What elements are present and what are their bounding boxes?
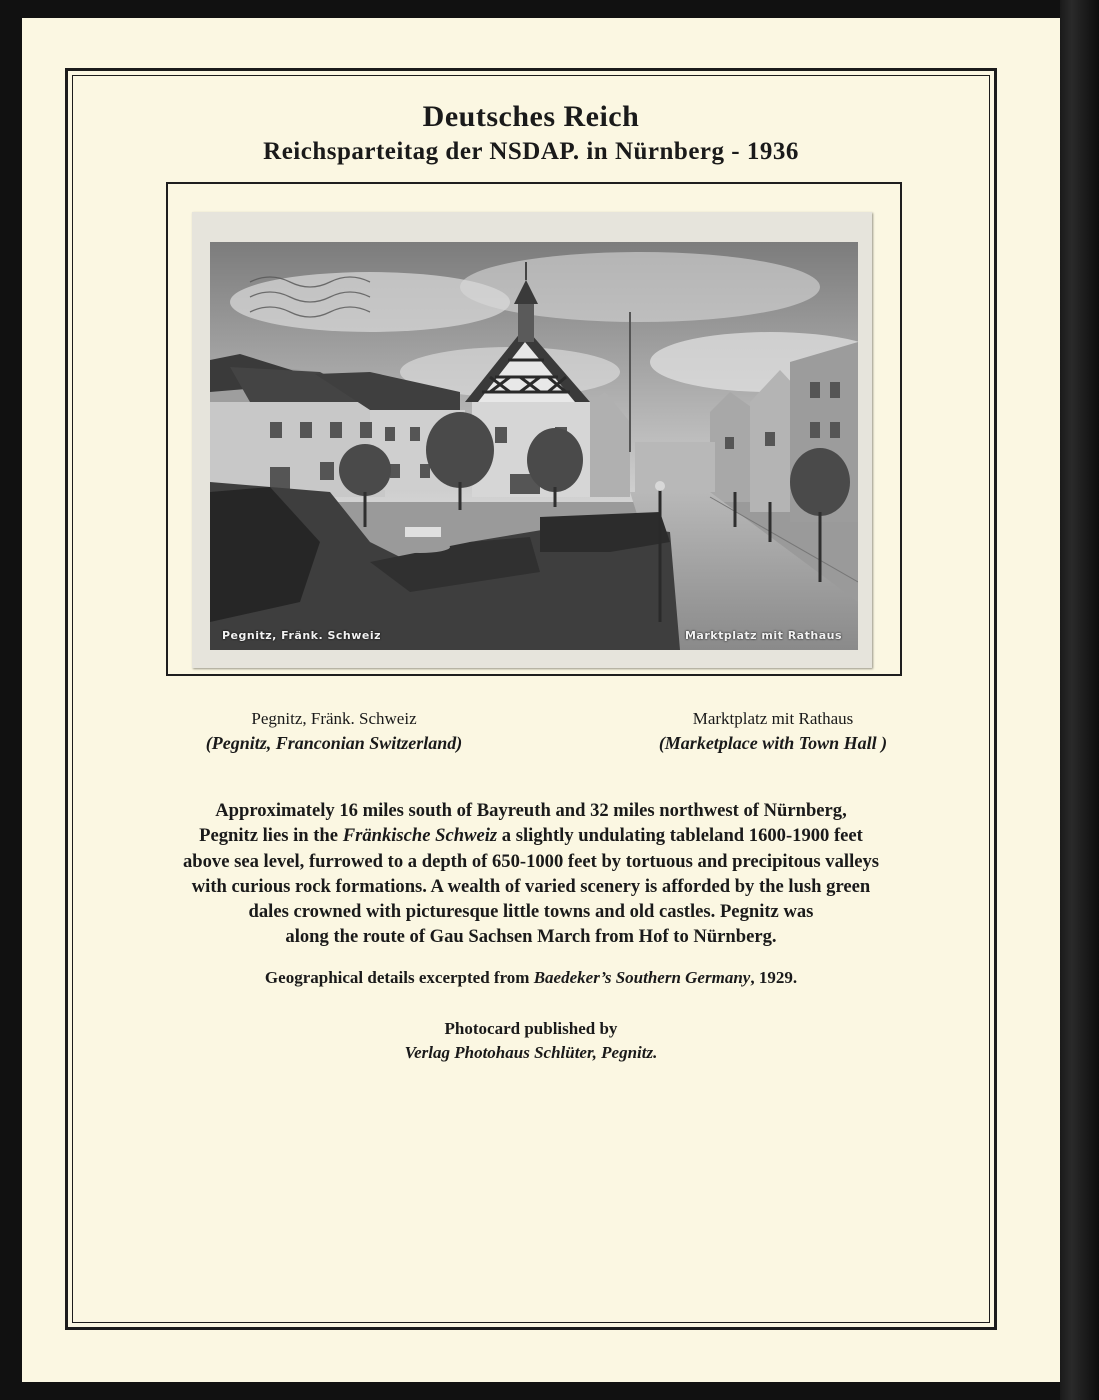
description-paragraph — [140, 798, 922, 950]
page-title: Deutsches Reich — [422, 100, 640, 133]
photo-caption-subject: Marktplatz mit Rathaus — [684, 629, 842, 642]
region-name: Fränkische Schweiz — [342, 825, 498, 847]
citation-text: Geographical details excerpted from — [264, 968, 534, 987]
photo-caption-place: Pegnitz, Fränk. Schweiz — [222, 629, 382, 642]
description-line: Approximately 16 miles south of Bayreuth and 32 miles northwest of Nürnberg, — [215, 800, 847, 821]
book-title: Baedeker’s Southern Germany — [533, 968, 751, 987]
caption-right — [628, 706, 918, 756]
postcard — [192, 212, 872, 668]
description-line: along the route of Gau Sachsen March from Hof to Nürnberg. — [285, 926, 777, 948]
caption-left-english: (Pegnitz, Franconian Switzerland) — [205, 733, 463, 753]
description-line: above sea level, furrowed to a depth of 650-1000 feet by tortuous and precipitous valleys — [182, 850, 880, 872]
citation-year: , 1929. — [750, 968, 798, 987]
publisher-name: Verlag Photohaus Schlüter, Pegnitz. — [404, 1043, 658, 1062]
town-square-photo-illustration — [210, 242, 858, 650]
description-text: Pegnitz lies in the — [199, 825, 343, 847]
description-line: with curious rock formations. A wealth of varied scenery is afforded by the lush green — [191, 875, 871, 897]
source-citation — [140, 968, 922, 988]
caption-right-english: (Marketplace with Town Hall ) — [658, 733, 888, 753]
description-text: a slightly undulating tableland 1600-1900 feet — [497, 825, 863, 847]
publisher-credit — [140, 1017, 922, 1065]
caption-left-german: Pegnitz, Fränk. Schweiz — [251, 709, 417, 728]
caption-left — [186, 706, 482, 756]
page-edge-shadow — [1060, 0, 1099, 1400]
description-line — [140, 823, 922, 848]
description-line: dales crowned with picturesque little towns and old castles. Pegnitz was — [248, 901, 814, 923]
caption-right-german: Marktplatz mit Rathaus — [692, 709, 854, 728]
page-subtitle: Reichsparteitag der NSDAP. in Nürnberg - 1936 — [263, 138, 799, 165]
publisher-label: Photocard published by — [444, 1019, 618, 1038]
postcard-photo — [210, 242, 858, 650]
